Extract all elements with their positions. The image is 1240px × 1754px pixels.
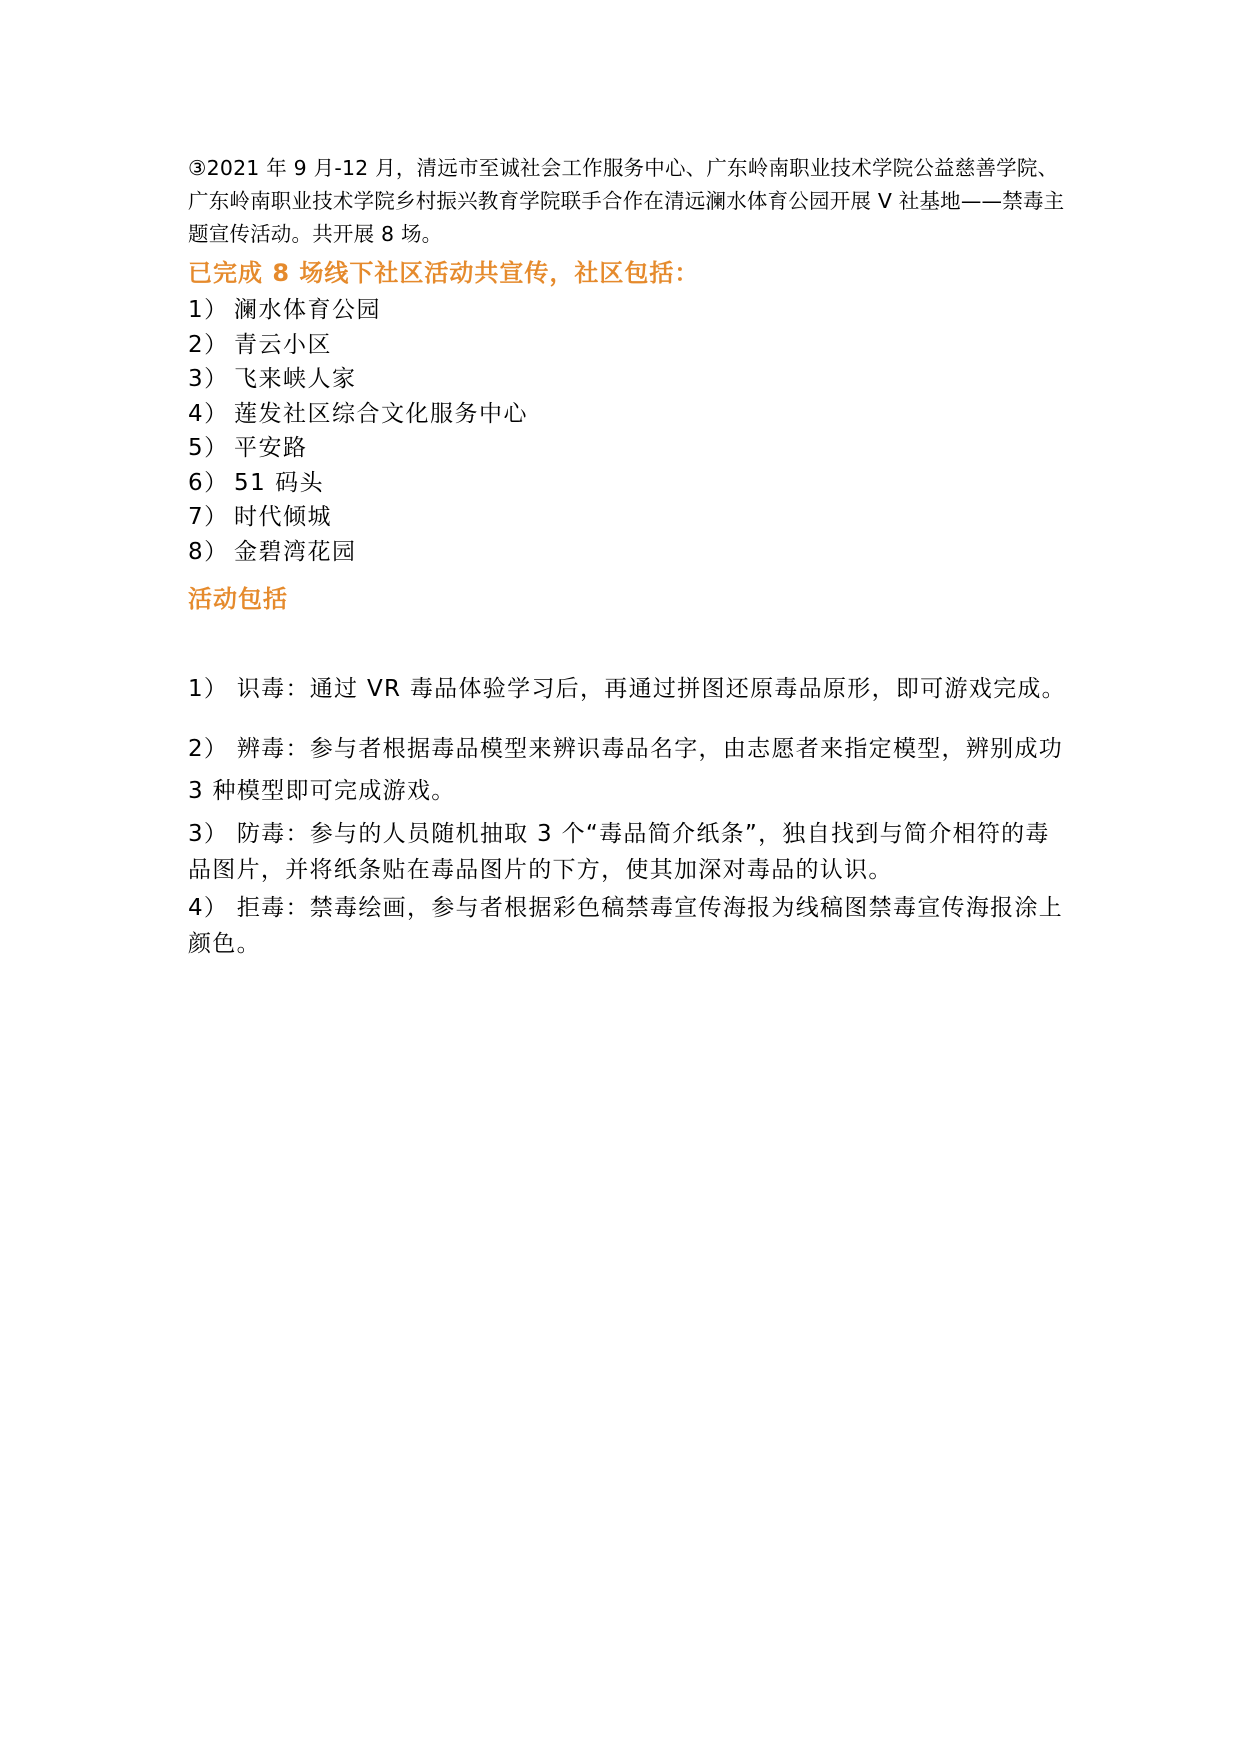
list-item-number: 8） [188,538,229,565]
completed-communities-heading: 已完成 8 场线下社区活动共宣传，社区包括： [188,259,700,287]
community-list [188,293,1068,569]
list-item [188,466,1068,501]
activity-distinguish-drugs: 2） 辨毒：参与者根据毒品模型来辨识毒品名字，由志愿者来指定模型，辨别成功 3 种模型即可完成游戏。 [188,736,1064,804]
list-item-number: 1） [188,297,229,323]
activity-identify-drugs: 1） 识毒：通过 VR 毒品体验学习后，再通过拼图还原毒品原形，即可游戏完成。 [188,676,1066,702]
activity-refuse-drugs: 4） 拒毒：禁毒绘画，参与者根据彩色稿禁毒宣传海报为线稿图禁毒宣传海报涂上颜色。 [188,895,1064,957]
list-item [188,500,1068,535]
list-item-name: 时代倾城 [234,504,332,530]
activities-heading: 活动包括 [188,585,288,613]
list-item-number: 2） [188,331,229,358]
list-item-number: 3） [188,366,229,392]
list-item [188,397,1068,432]
list-item-name: 金碧湾花园 [234,538,357,565]
list-item [188,362,1068,397]
intro-paragraph: ③2021 年 9 月-12 月，清远市至诚社会工作服务中心、广东岭南职业技术学院公益慈善学院、广东岭南职业技术学院乡村振兴教育学院联手合作在清远澜水体育公园开展 V 社基地——禁毒主题宣传活动。共开展 8 场。 [188,156,1065,246]
list-item-name: 莲发社区综合文化服务中心 [234,400,528,427]
list-item-number: 7） [188,504,229,530]
list-item [188,431,1068,466]
list-item-number: 4） [188,400,229,427]
list-item-name: 51 码头 [234,469,325,496]
list-item-name: 青云小区 [234,331,332,358]
list-item [188,293,1068,328]
list-item-name: 平安路 [234,435,308,461]
list-item [188,328,1068,363]
document-page [188,152,1068,962]
activity-prevent-drugs: 3） 防毒：参与的人员随机抽取 3 个“毒品简介纸条”，独自找到与简介相符的毒品图片，并将纸条贴在毒品图片的下方，使其加深对毒品的认识。 [188,821,1050,883]
list-item-name: 澜水体育公园 [234,297,381,323]
list-item-number: 5） [188,435,229,461]
list-item-name: 飞来峡人家 [234,366,357,392]
list-item-number: 6） [188,469,229,496]
list-item [188,535,1068,570]
